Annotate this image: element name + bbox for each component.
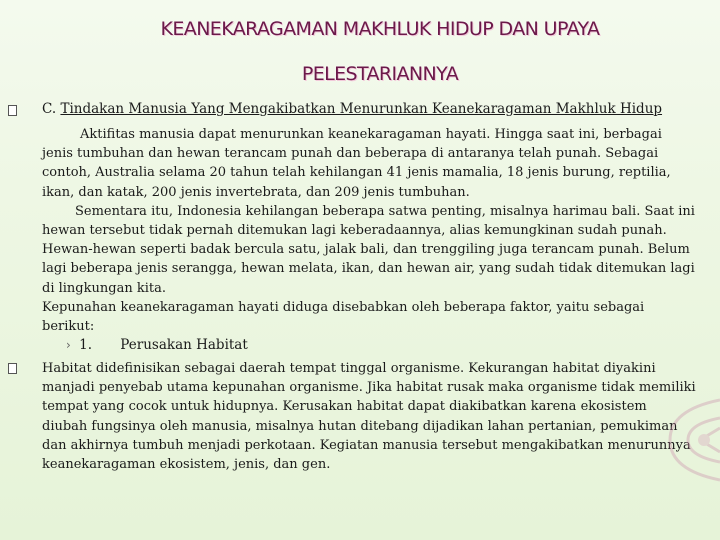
subsection-heading bbox=[66, 337, 248, 353]
subsection-title: Perusakan Habitat bbox=[120, 337, 248, 353]
floral-watermark-icon bbox=[630, 380, 720, 500]
habitat-paragraph: Habitat didefinisikan sebagai daerah tempat tinggal organisme. Kekurangan habitat diyakini manjadi penyebab utama kepunahan organisme. Jika habitat rusak maka organisme tidak memiliki tempat yang cocok untuk hidupnya. Kerusakan habitat dapat diakibatkan karena ekosistem diubah fungsinya oleh manusia, misalnya hutan ditebang dijadikan lahan pertanian, pemukiman dan akhirnya tumbuh menjadi perkotaan. Kegiatan manusia tersebut mengakibatkan menurunnya keanekaragaman ekosistem, jenis, dan gen. bbox=[42, 361, 696, 473]
chevron-right-icon: › bbox=[66, 338, 71, 352]
section-letter: C. bbox=[42, 101, 57, 117]
square-bullet-icon bbox=[8, 363, 17, 374]
slide-title-line2: PELESTARIANNYA bbox=[301, 63, 459, 85]
subsection-number: 1. bbox=[79, 337, 92, 353]
section-c-body bbox=[42, 125, 696, 336]
paragraph-3: Kepunahan keanekaragaman hayati diduga disebabkan oleh beberapa faktor, yaitu sebagai berikut: bbox=[42, 299, 645, 335]
paragraph-2: Sementara itu, Indonesia kehilangan beberapa satwa penting, misalnya harimau bali. Saat ini hewan tersebut tidak pernah ditemukan lagi keberadaannya, alias kemungkinan sudah punah. Hewan-hewan seperti badak bercula satu, jalak bali, dan trenggiling juga terancam punah. Belum lagi beberapa jenis serangga, hewan melata, ikan, dan hewan air, yang sudah tidak ditemukan lagi di lingkungan kita. bbox=[42, 203, 695, 296]
slide-title-line1: KEANEKARAGAMAN MAKHLUK HIDUP DAN UPAYA bbox=[160, 18, 600, 40]
section-heading-text: Tindakan Manusia Yang Mengakibatkan Menurunkan Keanekaragaman Makhluk Hidup bbox=[60, 101, 663, 117]
section-c-heading bbox=[42, 101, 662, 117]
square-bullet-icon bbox=[8, 105, 17, 116]
paragraph-1: Aktifitas manusia dapat menurunkan keanekaragaman hayati. Hingga saat ini, berbagai jenis tumbuhan dan hewan terancam punah dan beberapa di antaranya telah punah. Sebagai contoh, Australia selama 20 tahun telah kehilangan 41 jenis mamalia, 18 jenis burung, reptilia, ikan, dan katak, 200 jenis invertebrata, dan 209 jenis tumbuhan. bbox=[42, 127, 671, 200]
